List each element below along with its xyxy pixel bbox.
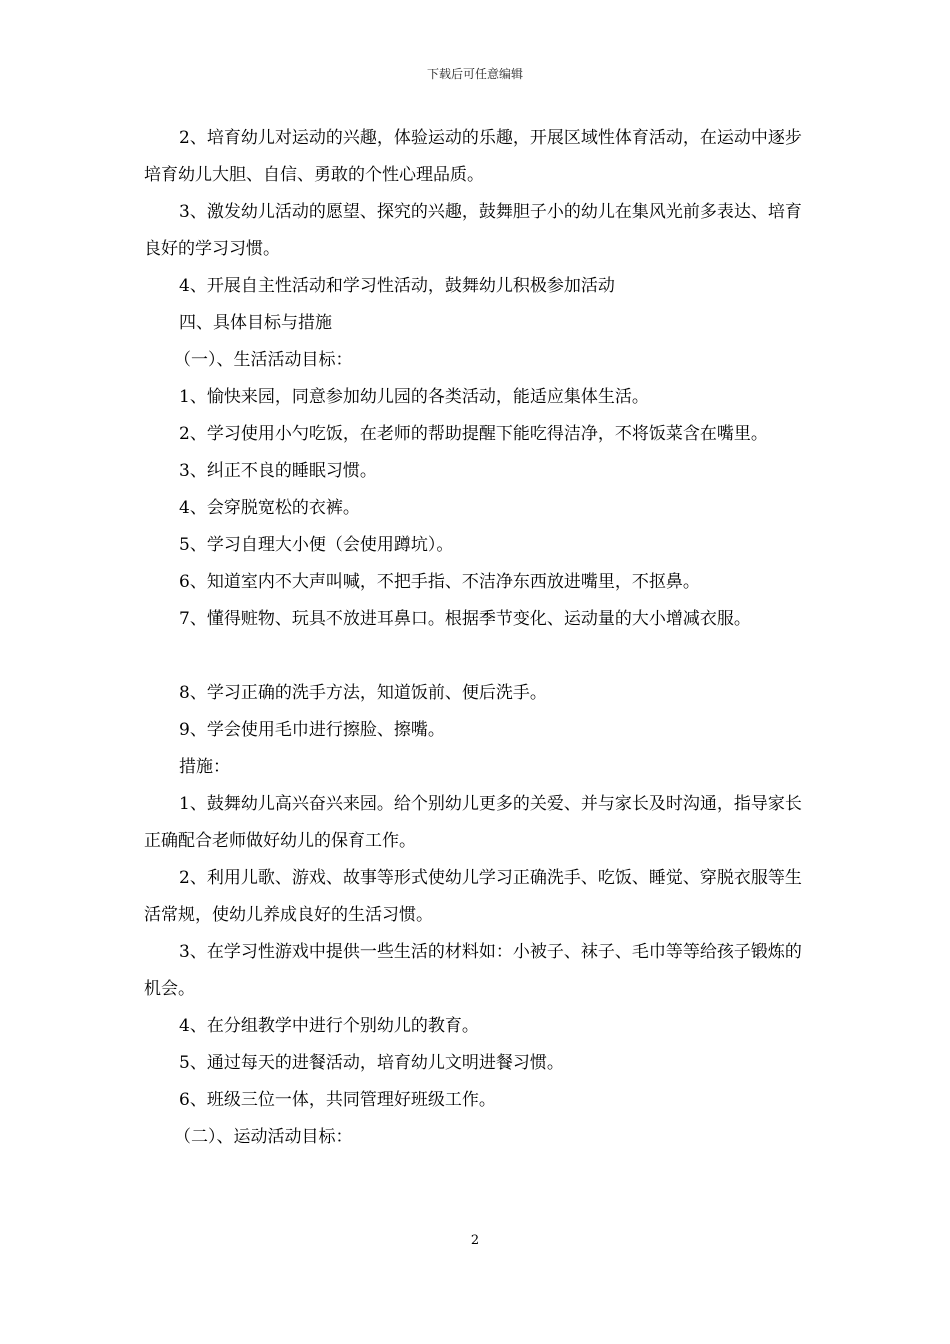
page-number: 2 (470, 1233, 480, 1248)
blank-line (144, 638, 812, 675)
subsection-heading-sport: （二）、运动活动目标： (174, 1127, 353, 1147)
measure-2: 2、利用儿歌、游戏、故事等形式使幼儿学习正确洗手、吃饭、睡觉、穿脱衣服等生活常规，使幼儿养成良好的生活习惯。 (144, 868, 802, 925)
paragraph-goal-4: 4、开展自主性活动和学习性活动，鼓舞幼儿积极参加活动 (179, 276, 615, 296)
measure-1: 1、鼓舞幼儿高兴奋兴来园。给个别幼儿更多的关爱、并与家长及时沟通，指导家长正确配合老师做好幼儿的保育工作。 (144, 794, 802, 851)
paragraph-goal-2: 2、培育幼儿对运动的兴趣，体验运动的乐趣，开展区域性体育活动，在运动中逐步培育幼儿大胆、自信、勇敢的个性心理品质。 (144, 128, 802, 185)
measures-heading: 措施： (179, 757, 230, 777)
page-header: 下载后可任意编辑 (426, 67, 523, 81)
life-goal-8: 8、学习正确的洗手方法，知道饭前、便后洗手。 (179, 683, 547, 703)
life-goal-2: 2、学习使用小勺吃饭，在老师的帮助提醒下能吃得洁净，不将饭菜含在嘴里。 (179, 424, 768, 444)
life-goal-9: 9、学会使用毛巾进行擦脸、擦嘴。 (179, 720, 445, 740)
measure-4: 4、在分组教学中进行个别幼儿的教育。 (179, 1016, 479, 1036)
life-goal-7: 7、懂得赃物、玩具不放进耳鼻口。根据季节变化、运动量的大小增减衣服。 (179, 609, 751, 629)
life-goal-6: 6、知道室内不大声叫喊，不把手指、不洁净东西放进嘴里，不抠鼻。 (179, 572, 700, 592)
life-goal-3: 3、纠正不良的睡眠习惯。 (179, 461, 377, 481)
life-goal-4: 4、会穿脱宽松的衣裤。 (179, 498, 360, 518)
measure-3: 3、在学习性游戏中提供一些生活的材料如：小被子、袜子、毛巾等等给孩子锻炼的机会。 (144, 942, 802, 999)
subsection-heading-life: （一）、生活活动目标： (174, 350, 353, 370)
paragraph-goal-3: 3、激发幼儿活动的愿望、探究的兴趣，鼓舞胆子小的幼儿在集风光前多表达、培育良好的学习习惯。 (144, 202, 802, 259)
life-goal-5: 5、学习自理大小便（会使用蹲坑）。 (179, 535, 454, 555)
measure-6: 6、班级三位一体，共同管理好班级工作。 (179, 1090, 496, 1110)
document-body (144, 120, 812, 1156)
life-goal-1: 1、愉快来园，同意参加幼儿园的各类活动，能适应集体生活。 (179, 387, 649, 407)
measure-5: 5、通过每天的进餐活动，培育幼儿文明进餐习惯。 (179, 1053, 564, 1073)
section-heading-4: 四、具体目标与措施 (179, 313, 332, 333)
